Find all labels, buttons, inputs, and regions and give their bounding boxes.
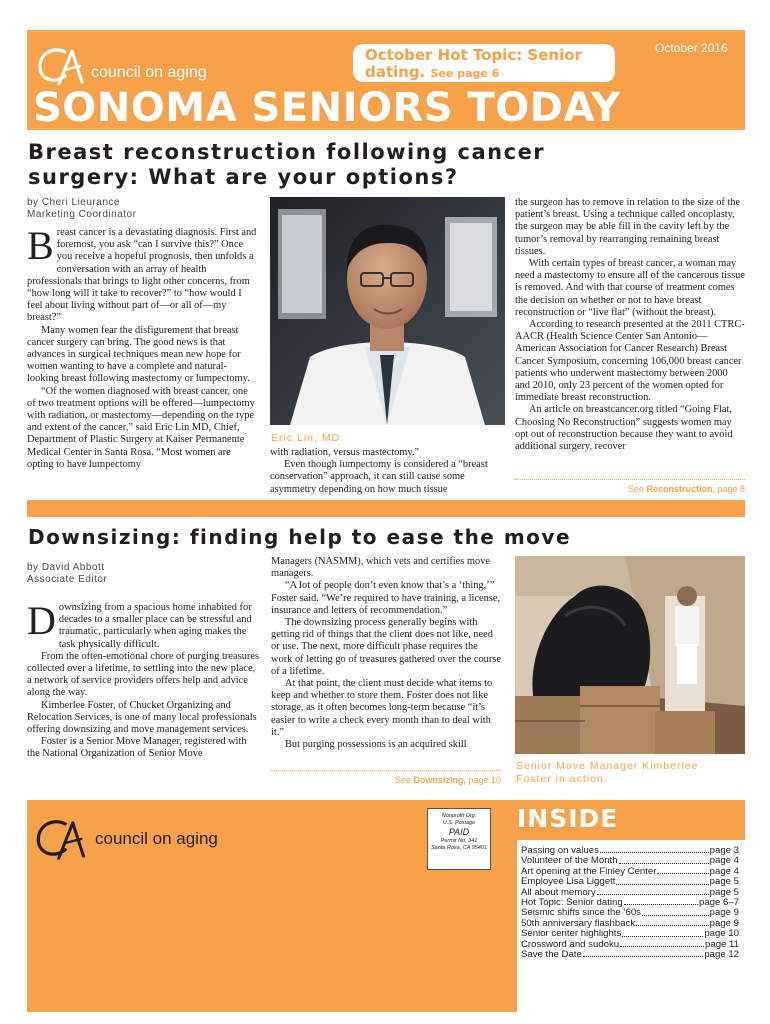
- article2-column1: [27, 598, 259, 761]
- article1-photo-caption: Eric Lin, MD: [271, 432, 341, 444]
- hot-topic-line2-text: dating.: [365, 63, 426, 81]
- toc-leader-dots: [622, 929, 703, 936]
- logo-text: council on aging: [91, 64, 207, 81]
- article1-paragraph: the surgeon has to remove in relation to the size of the patient’s breast. Using a technique called oncoplasty, the surgeon may be able fill in the cavity left by the tumor’s removal by rearranging remaining breast tissues.: [515, 197, 741, 257]
- toc-leader-dots: [619, 856, 709, 863]
- toc-item-page: page 5: [709, 876, 739, 888]
- article1-continued-link[interactable]: [515, 479, 745, 494]
- article2-continued-link[interactable]: [271, 770, 501, 785]
- toc-leader-dots: [642, 908, 709, 915]
- moving-boxes-image: [515, 556, 745, 754]
- toc-item-page: page 9: [709, 917, 739, 929]
- postage-indicia: [427, 808, 491, 870]
- article1-paragraph: An article on breastcancer.org titled “Going Flat, Choosing No Reconstruction” suggests women may opt out of reconstruction because they want to avoid additional surgery, recover: [515, 404, 733, 453]
- article2-byline-title: Associate Editor: [27, 574, 108, 585]
- toc-item-title: Senior center highlights: [521, 928, 622, 940]
- article2-paragraph: [27, 598, 259, 651]
- toc-item-page: page 10: [704, 928, 739, 940]
- article2-paragraph: Foster is a Senior Move Manager, registered with the National Organization of Senior Move: [27, 736, 247, 760]
- article1-text: reast cancer is a devastating diagnosis. First and foremost, you ask “can I survive this?” Once you receive a hopeful prognosis, then unfolds a conversation with an array of health professionals that brings to light other concerns, from “how long will it take to recover?” to “how would I feel about living without part of—or all of—my breast?”: [27, 227, 257, 324]
- article1-headline-line1: Breast reconstruction following cancer: [28, 140, 546, 164]
- section-divider: [27, 500, 745, 517]
- toc-item-title: All about memory: [521, 886, 596, 898]
- article2-paragraph: At that point, the client must decide what items to keep and whether to store them. Foster does not like storage, as it often becomes long-term because “it’s easier to write a check every month than to deal with it.”: [271, 678, 493, 738]
- article2-column2: [271, 556, 501, 751]
- toc-item-page: page 4: [709, 865, 739, 877]
- article2-byline-name: by David Abbott: [27, 562, 105, 573]
- article1-column2: [270, 447, 505, 496]
- footer-logo-text: council on aging: [95, 829, 218, 848]
- toc-leader-dots: [583, 950, 704, 957]
- article1-paragraph: Even though lumpectomy is considered a “breast conservation” approach, it can still cause some asymmetry depending on how much tissue: [270, 459, 488, 495]
- article1-paragraph: [27, 223, 257, 325]
- newsletter-title: SONOMA SENIORS TODAY: [33, 85, 621, 131]
- masthead: [27, 30, 745, 130]
- coa-monogram-icon: [33, 815, 91, 865]
- hot-topic-line1: October Hot Topic: Senior: [365, 46, 582, 64]
- inside-contents-panel: [517, 840, 745, 1012]
- article2-photo-caption: [516, 760, 746, 786]
- postage-city: Santa Rosa, CA 95401: [430, 845, 488, 851]
- table-of-contents: [521, 846, 739, 960]
- continued-topic: Downsizing,: [413, 775, 466, 785]
- article1-paragraph: with radiation, versus mastectomy.”: [270, 447, 420, 458]
- toc-item-page: page 9: [709, 907, 739, 919]
- toc-item-title: Art opening at the Finley Center: [521, 865, 657, 877]
- article2-paragraph: Managers (NASMM), which vets and certifies move managers.: [271, 556, 491, 580]
- postage-line2: U.S. Postage: [442, 820, 476, 826]
- article1-paragraph: According to research presented at the 2011 CTRC-AACR (Health Science Center San Antonio—American Association for Cancer Research) Breast Cancer Symposium, concerning 106,000 breast cancer patients who underwent mastectomy between 2000 and 2010, only 23 percent of the women opted for immediate breast reconstruction.: [515, 319, 745, 404]
- article2-dropcap: D: [27, 598, 56, 643]
- article2-text: ownsizing from a spacious home inhabited for decades to a smaller place can be stressful and traumatic, particularly when aging makes the task physically difficult.: [58, 602, 252, 650]
- article1-paragraph: “Of the women diagnosed with breast cancer, one of two treatment options will be offered—lumpectomy with radiation, or mastectomy—depending on the type and extent of the cancer,” said Eric Lin MD, Chief, Department of Plastic Surgery at Kaiser Permanente Medical Center in Santa Rosa. “Most women are opting to have lumpectomy: [27, 385, 255, 470]
- toc-leader-dots: [636, 919, 709, 926]
- toc-leader-dots: [624, 898, 698, 905]
- toc-leader-dots: [616, 877, 708, 884]
- hot-topic-see-page: See page 6: [430, 67, 500, 80]
- article1-byline: [27, 197, 257, 221]
- caption-line2: Foster in action.: [516, 773, 608, 785]
- article2-paragraph: Kimberlee Foster, of Chucket Organizing and Relocation Services, is one of many local professionals offering downsizing and move management services.: [27, 699, 257, 736]
- toc-item-title: Crossword and sudoku: [521, 938, 620, 950]
- article2-paragraph: The downsizing process generally begins with getting rid of things that the client does not like, need or use. The next, more difficult phase requires the work of letting go of treasures gathered over the course of a lifetime.: [271, 617, 501, 677]
- toc-leader-dots: [600, 846, 709, 853]
- eric-lin-photo: [270, 197, 505, 425]
- hot-topic-line2: [365, 63, 499, 81]
- article2-paragraph: “A lot of people don’t even know that’s a ‘thing,’” Foster said. “We’re required to have training, a license, insurance and letters of recommendation.”: [271, 580, 501, 616]
- toc-item-title: 50th anniversary flashback: [521, 917, 636, 929]
- hot-topic-teaser[interactable]: [353, 44, 615, 82]
- toc-item-title: Save the Date: [521, 949, 582, 961]
- continued-page: page 8: [717, 484, 745, 494]
- issue-date: October 2016: [655, 41, 728, 55]
- toc-item-page: page 6–7: [698, 897, 739, 909]
- footer-band: [27, 800, 745, 1012]
- toc-item-title: Volunteer of the Month: [521, 855, 618, 867]
- continued-topic: Reconstruction,: [646, 484, 715, 494]
- toc-item-title: Seismic shifts since the ’60s: [521, 907, 641, 919]
- article1-byline-name: by Cheri Lieurance: [27, 197, 120, 208]
- article1-headline: [28, 140, 744, 190]
- inside-title: INSIDE: [517, 804, 619, 833]
- toc-item-page: page 11: [705, 938, 739, 950]
- portrait-image: [270, 197, 505, 425]
- article1-column1: [27, 223, 257, 471]
- toc-leader-dots: [597, 888, 709, 895]
- article2-headline: Downsizing: finding help to ease the move: [28, 525, 572, 549]
- article2-paragraph: From the often-emotional chore of purging treasures collected over a lifetime, to settling into the new place, a network of service providers offers help and advice along the way.: [27, 650, 259, 699]
- toc-item-page: page 5: [709, 886, 739, 898]
- toc-item-page: page 3: [709, 845, 739, 856]
- toc-item-title: Employee Lisa Liggett: [521, 876, 616, 888]
- toc-leader-dots: [620, 940, 704, 947]
- article1-column3: [515, 197, 745, 453]
- toc-item-page: page 12: [704, 949, 739, 961]
- postage-paid: PAID: [448, 827, 470, 837]
- toc-item-title: Passing on values: [521, 845, 599, 856]
- article2-paragraph: But purging possessions is an acquired skill: [285, 739, 467, 751]
- coa-monogram-icon: [35, 44, 89, 90]
- council-on-aging-logo[interactable]: [35, 44, 225, 90]
- continued-see: See: [394, 775, 411, 785]
- postage-permit: Permit No. 341: [440, 838, 478, 844]
- article1-paragraph: With certain types of breast cancer, a woman may need a mastectomy to ensure all of the cancerous tissue is removed. And with that course of treatment comes the decision on whether or not to have breast reconstruction or “live flat” (without the breast).: [515, 258, 745, 318]
- postage-line1: Nonprofit Org.: [441, 813, 477, 819]
- toc-item-page: page 4: [709, 855, 739, 867]
- continued-see: See: [627, 484, 644, 494]
- toc-leader-dots: [657, 867, 708, 874]
- caption-line1: Senior Move Manager Kimberlee: [516, 760, 699, 772]
- article1-dropcap: B: [27, 223, 54, 268]
- article2-byline: [27, 562, 257, 586]
- continued-page: page 10: [468, 775, 501, 785]
- downsizing-photo: [515, 556, 745, 754]
- footer-council-on-aging-logo[interactable]: [33, 815, 263, 865]
- article1-byline-title: Marketing Coordinator: [27, 209, 137, 220]
- toc-item-title: Hot Topic: Senior dating: [521, 897, 623, 909]
- article1-headline-line2: surgery: What are your options?: [28, 165, 459, 189]
- toc-item[interactable]: [521, 950, 739, 960]
- article1-paragraph: Many women fear the disfigurement that breast cancer surgery can bring. The good news is that advances in surgical techniques mean new hope for women wanting to have a complete and natural-looking breast following mastectomy or lumpectomy.: [27, 324, 250, 385]
